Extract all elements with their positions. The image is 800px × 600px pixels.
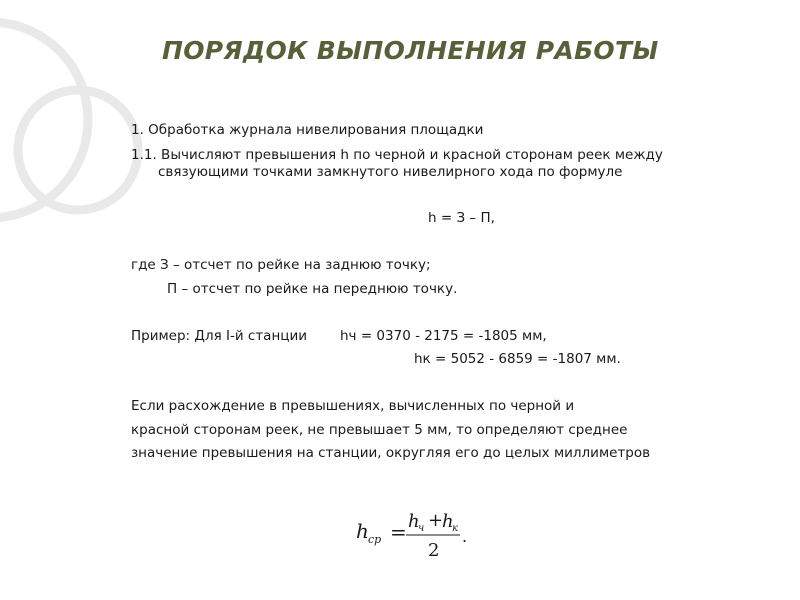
slide-title: ПОРЯДОК ВЫПОЛНЕНИЯ РАБОТЫ (162, 36, 659, 65)
paragraph-line2: красной сторонам реек, не превышает 5 мм, то определяют среднее (131, 422, 628, 438)
step-1-1-text-line2: связующими точками замкнутого нивелирного хода по формуле (158, 164, 623, 180)
example-hch: hч = 0370 - 2175 = -1805 мм, (340, 328, 547, 344)
paragraph-line1: Если расхождение в превышениях, вычисленных по черной и (131, 398, 575, 414)
formula-equals: = (390, 520, 407, 544)
decor-circle-large (0, 22, 88, 218)
step-1-text: 1. Обработка журнала нивелирования площадки (131, 122, 484, 138)
formula-num-sub1: ч (418, 523, 425, 534)
average-formula (350, 506, 480, 566)
where-line1: где З – отсчет по рейке на заднюю точку; (131, 257, 431, 273)
formula-trailing-dot: . (462, 527, 468, 546)
where-line2: П – отсчет по рейке на переднюю точку. (167, 281, 458, 297)
formula-num-sub2: к (452, 523, 458, 534)
formula-lhs-var: h (356, 519, 369, 543)
example-hk: hк = 5052 - 6859 = -1807 мм. (414, 351, 621, 367)
step-1-1-text-line1: 1.1. Вычисляют превышения h по черной и красной сторонам реек между (131, 147, 663, 163)
formula-num-var1: h (408, 511, 420, 532)
formula-main: h = З – П, (428, 210, 495, 226)
formula-lhs-sub: ср (368, 533, 382, 546)
formula-plus: + (428, 510, 444, 531)
paragraph-line3: значение превышения на станции, округляя его до целых миллиметров (131, 445, 651, 461)
formula-num-var2: h (442, 511, 454, 532)
example-prefix: Пример: Для I-й станции (131, 328, 308, 344)
formula-denominator: 2 (428, 540, 440, 561)
decor-circle-small (18, 90, 138, 210)
